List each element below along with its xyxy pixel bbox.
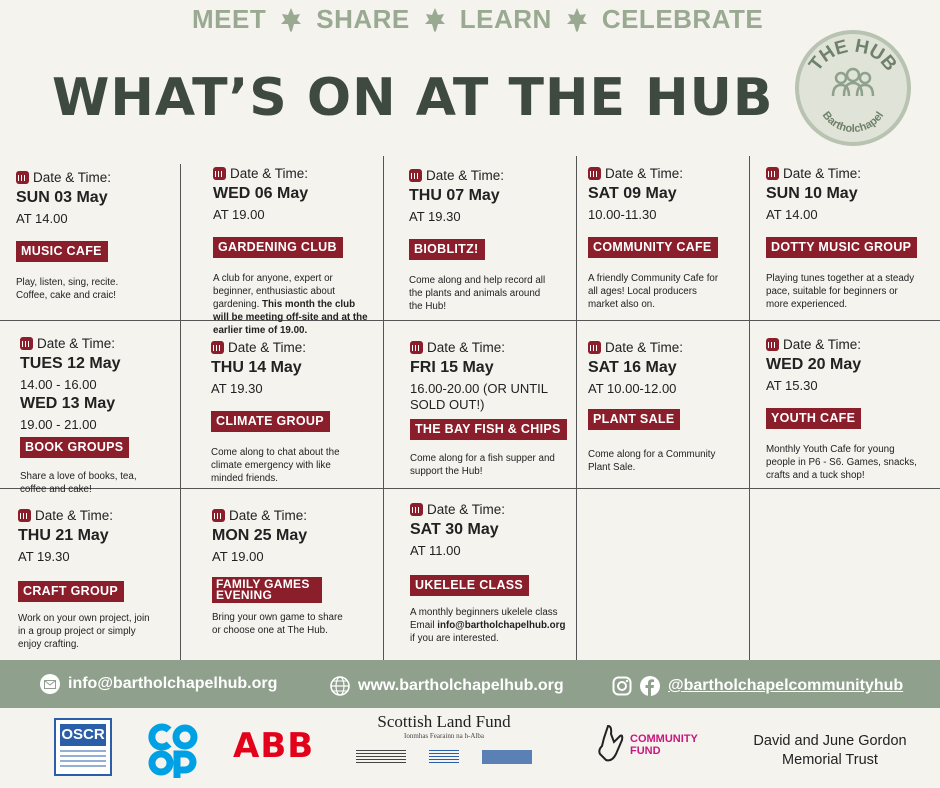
calendar-icon bbox=[410, 341, 423, 354]
facebook-icon[interactable] bbox=[640, 676, 660, 696]
calendar-icon bbox=[766, 167, 779, 180]
abb-logo: ABB bbox=[233, 726, 315, 766]
leaf-icon bbox=[280, 7, 302, 33]
calendar-icon bbox=[588, 341, 601, 354]
community-fund-logo: COMMUNITY FUND bbox=[596, 724, 712, 766]
lottery-crossed-fingers-icon bbox=[596, 724, 626, 766]
event-card: Date & Time: THU 07 May AT 19.30 BIOBLITZ! Come along and help record all the plants and animals around the Hub! bbox=[409, 168, 546, 312]
event-card: Date & Time: MON 25 May AT 19.00 FAMILY GAMES EVENING Bring your own game to share or choose one at The Hub. bbox=[212, 508, 343, 636]
event-card: Date & Time: THU 21 May AT 19.30 CRAFT GROUP Work on your own project, join in a group project or simply enjoy crafting. bbox=[18, 508, 150, 650]
event-card: Date & Time: SAT 30 May AT 11.00 UKELELE CLASS A monthly beginners ukelele class Email info@bartholchapelhub.org if you are interested. bbox=[410, 502, 566, 644]
event-tag: YOUTH CAFE bbox=[766, 408, 861, 429]
event-tag: GARDENING CLUB bbox=[213, 237, 343, 258]
tagline bbox=[192, 4, 772, 35]
gordon-trust-logo: David and June Gordon Memorial Trust bbox=[753, 733, 907, 768]
leaf-icon bbox=[424, 7, 446, 33]
tagline-share: SHARE bbox=[316, 4, 410, 34]
event-tag: MUSIC CAFE bbox=[16, 241, 108, 262]
calendar-icon bbox=[410, 503, 423, 516]
footer-website[interactable]: www.bartholchapelhub.org bbox=[330, 676, 564, 696]
email-icon bbox=[40, 674, 60, 694]
event-card: Date & Time: SUN 10 May AT 14.00 DOTTY MUSIC GROUP Playing tunes together at a steady pace, suitable for beginners or more experienced. bbox=[766, 166, 926, 311]
event-card: Date & Time: FRI 15 May 16.00-20.00 (OR UNTIL SOLD OUT!) THE BAY FISH & CHIPS Come along for a fish supper and support the Hub! bbox=[410, 340, 570, 478]
event-tag: CRAFT GROUP bbox=[18, 581, 124, 602]
calendar-icon bbox=[16, 171, 29, 184]
event-tag: THE BAY FISH & CHIPS bbox=[410, 419, 567, 440]
event-tag: BOOK GROUPS bbox=[20, 437, 129, 458]
event-tag: CLIMATE GROUP bbox=[211, 411, 330, 432]
badge-top-text: THE HUB bbox=[805, 35, 901, 76]
event-tag: FAMILY GAMES EVENING bbox=[212, 577, 322, 603]
event-card: Date & Time: TUES 12 May 14.00 - 16.00 WED 13 May 19.00 - 21.00 BOOK GROUPS Share a love of books, tea, coffee and cake! bbox=[20, 336, 137, 495]
event-card: Date & Time: SAT 16 May AT 10.00-12.00 PLANT SALE Come along for a Community Plant Sale. bbox=[588, 340, 716, 473]
calendar-icon bbox=[588, 167, 601, 180]
calendar-icon bbox=[212, 509, 225, 522]
event-tag: DOTTY MUSIC GROUP bbox=[766, 237, 917, 258]
footer-email[interactable]: info@bartholchapelhub.org bbox=[40, 674, 277, 694]
tagline-meet: MEET bbox=[192, 4, 267, 34]
calendar-icon bbox=[766, 338, 779, 351]
calendar-icon bbox=[211, 341, 224, 354]
calendar-icon bbox=[20, 337, 33, 350]
event-tag: PLANT SALE bbox=[588, 409, 680, 430]
people-icon bbox=[833, 69, 873, 96]
event-tag: BIOBLITZ! bbox=[409, 239, 485, 260]
event-card: Date & Time: WED 06 May AT 19.00 GARDENING CLUB A club for anyone, expert or beginner, enthusiastic about gardening. This month the club will be meeting off-site and at the earlier time of 19.00. bbox=[213, 166, 368, 336]
event-card: Date & Time: SUN 03 May AT 14.00 MUSIC CAFE Play, listen, sing, recite. Coffee, cake and craic! bbox=[16, 170, 119, 301]
event-card: Date & Time: THU 14 May AT 19.30 CLIMATE GROUP Come along to chat about the climate emergency with like minded friends. bbox=[211, 340, 340, 484]
badge-bottom-text: Bartholchapel bbox=[819, 109, 887, 136]
instagram-icon[interactable] bbox=[612, 676, 632, 696]
coop-logo bbox=[147, 722, 199, 778]
calendar-icon bbox=[18, 509, 31, 522]
event-tag: UKELELE CLASS bbox=[410, 575, 529, 596]
leaf-icon bbox=[566, 7, 588, 33]
email-link[interactable]: info@bartholchapelhub.org bbox=[437, 620, 566, 631]
event-card: Date & Time: SAT 09 May 10.00-11.30 COMMUNITY CAFE A friendly Community Cafe for all ages! Local producers market also on. bbox=[588, 166, 719, 310]
scottish-land-fund-logo: Scottish Land Fund Ionmhas Fearainn na h-Alba bbox=[344, 712, 544, 784]
tagline-celebrate: CELEBRATE bbox=[601, 4, 764, 34]
page-title: WHAT’S ON AT THE HUB bbox=[52, 68, 774, 128]
footer-social[interactable]: @bartholchapelcommunityhub bbox=[612, 676, 903, 696]
sponsor-logos bbox=[0, 708, 940, 788]
events-grid bbox=[0, 156, 940, 660]
globe-icon bbox=[330, 676, 350, 696]
calendar-icon bbox=[409, 169, 422, 182]
event-tag: COMMUNITY CAFE bbox=[588, 237, 718, 258]
oscr-logo: OSCR bbox=[54, 718, 112, 776]
calendar-icon bbox=[213, 167, 226, 180]
event-card: Date & Time: WED 20 May AT 15.30 YOUTH CAFE Monthly Youth Cafe for young people in P6 - S6. Games, snacks, crafts and a tuck shop! bbox=[766, 337, 917, 481]
tagline-learn: LEARN bbox=[459, 4, 552, 34]
hub-logo bbox=[795, 30, 911, 146]
